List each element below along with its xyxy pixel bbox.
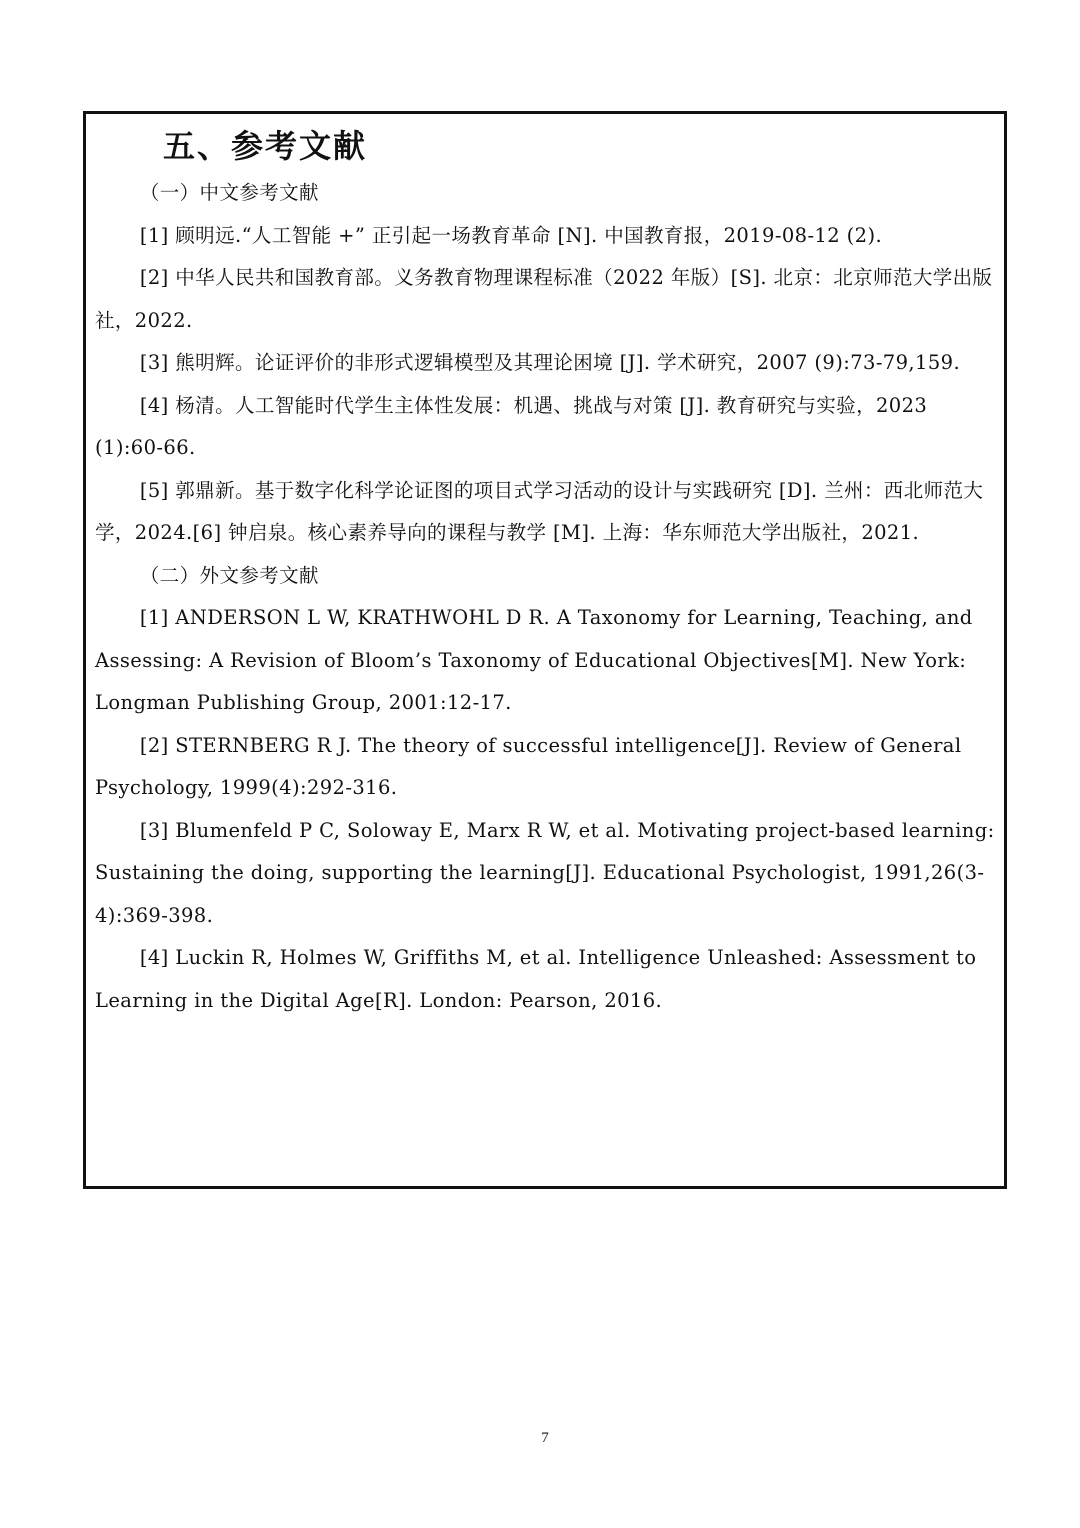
foreign-references-heading: （二）外文参考文献 [139,563,319,587]
references-content [95,172,1001,1022]
foreign-reference-2: [2] STERNBERG R J. The theory of successful intelligence[J]. Review of General Psychology, 1999(4):292-316. [95,733,962,799]
chinese-references-heading: （一）中文参考文献 [139,181,319,204]
section-title: 五、参考文献 [163,127,368,165]
chinese-reference-3: [3] 熊明辉。论证评价的非形式逻辑模型及其理论困境 [J]. 学术研究，2007 (9):73-79,159. [139,351,961,374]
references-frame [83,111,1007,1189]
chinese-reference-2: [2] 中华人民共和国教育部。义务教育物理课程标准（2022 年版）[S]. 北京：北京师范大学出版社，2022. [95,266,993,332]
chinese-reference-5: [5] 郭鼎新。基于数字化科学论证图的项目式学习活动的设计与实践研究 [D]. 兰州：西北师范大学，2024.[6] 钟启泉。核心素养导向的课程与教学 [M]. 上海：华东师范大学出版社，2021. [95,478,984,544]
chinese-reference-1: [1] 顾明远.“人工智能 +” 正引起一场教育革命 [N]. 中国教育报，2019-08-12 (2). [139,223,883,247]
foreign-reference-4: [4] Luckin R, Holmes W, Griffiths M, et al. Intelligence Unleashed: Assessment to Learning in the Digital Age[R]. London: Pearson, 2016. [95,946,977,1012]
foreign-reference-3: [3] Blumenfeld P C, Soloway E, Marx R W, et al. Motivating project-based learning: Sustaining the doing, supporting the learning[J]. Educational Psychologist, 1991,26(3-4):369-398. [95,818,995,927]
page-number: 7 [541,1430,549,1446]
chinese-reference-4: [4] 杨清。人工智能时代学生主体性发展：机遇、挑战与对策 [J]. 教育研究与实验，2023 (1):60-66. [95,393,928,459]
foreign-reference-1: [1] ANDERSON L W, KRATHWOHL D R. A Taxonomy for Learning, Teaching, and Assessing: A Revision of Bloom’s Taxonomy of Educational Objectives[M]. New York: Longman Publishing Group, 2001:12-17. [95,606,973,714]
